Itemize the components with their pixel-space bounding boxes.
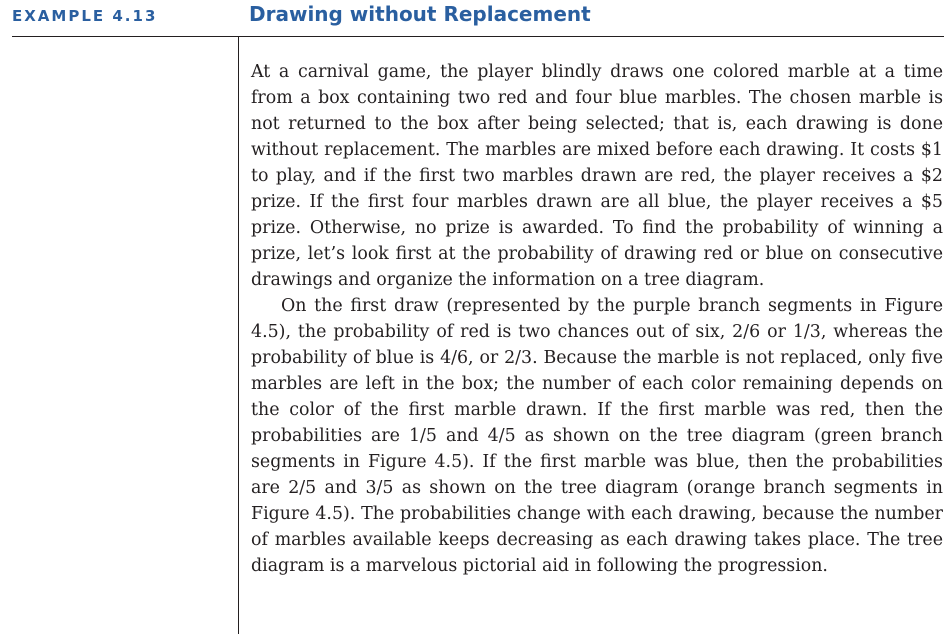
paragraph-1: At a carnival game, the player blindly draws one colored marble at a time from a box containing two red and four blue marbles. The chosen marble is not returned to the box after being selected; that is, each drawing is done without replacement. The marbles are mixed before each drawing. It costs $1 to play, and if the first two marbles drawn are red, the player receives a $2 prize. If the first four marbles drawn are all blue, the player receives a $5 prize. Otherwise, no prize is awarded. To find the probability of winning a prize, let’s look first at the probability of drawing red or blue on consecutive drawings and organize the information on a tree diagram. — [251, 62, 943, 290]
header-rule — [12, 36, 944, 37]
paragraph-2: On the first draw (represented by the purple branch segments in Figure 4.5), the probability of red is two chances out of six, 2/6 or 1/3, whereas the probability of blue is 4/6, or 2/3. Because the marble is not replaced, only five marbles are left in the box; the number of each color remaining depends on the color of the first marble drawn. If the first marble was red, then the probabilities are 1/5 and 4/5 as shown on the tree diagram (green branch segments in Figure 4.5). If the first marble was blue, then the probabilities are 2/5 and 3/5 as shown on the tree diagram (orange branch segments in Figure 4.5). The probabilities change with each drawing, because the number of marbles available keeps decreasing as each drawing takes place. The tree diagram is a marvelous pictorial aid in following the progression. — [251, 296, 943, 576]
example-body — [251, 59, 943, 579]
example-label: EXAMPLE 4.13 — [12, 7, 158, 25]
margin-rule — [238, 37, 239, 634]
example-title: Drawing without Replacement — [249, 2, 591, 26]
